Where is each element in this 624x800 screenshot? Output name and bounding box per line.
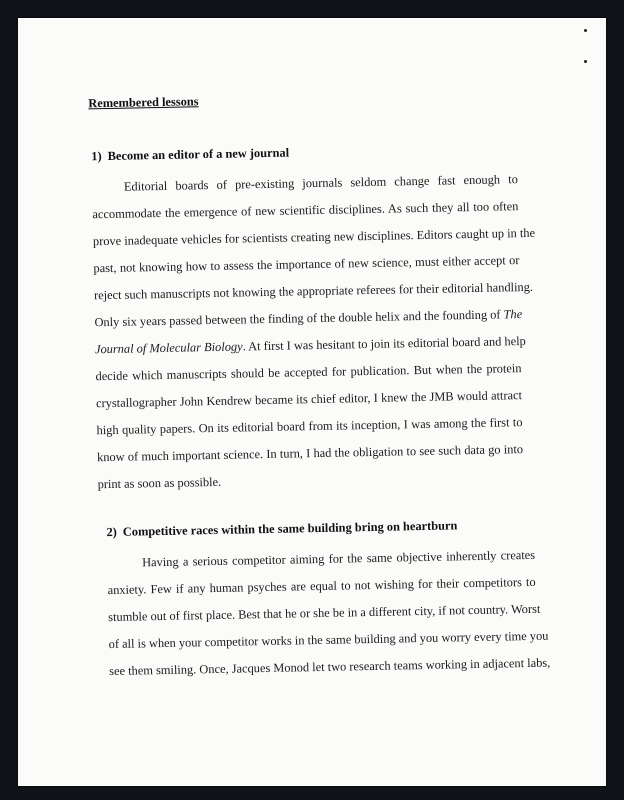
paragraph-line: print as soon as possible. bbox=[97, 474, 222, 492]
paragraph-line: past, not knowing how to assess the importance of new science, must either accept or bbox=[93, 253, 520, 276]
section-2-title bbox=[106, 518, 457, 540]
section-1-title-text: Become an editor of a new journal bbox=[107, 145, 290, 163]
paragraph-line: Having a serious competitor aiming for the same objective inherently creates bbox=[141, 547, 536, 570]
journal-name: Journal of Molecular Biology bbox=[94, 339, 243, 357]
paragraph-line: anxiety. Few if any human psyches are equal to not wishing for their competitors to bbox=[107, 574, 536, 598]
paragraph-line: high quality papers. On its editorial board from its inception, I was among the first to bbox=[96, 415, 523, 438]
paragraph-line: decide which manuscripts should be accepted for publication. But when the protein bbox=[95, 361, 522, 384]
document-page bbox=[18, 18, 606, 786]
paragraph-line: of all is when your competitor works in the same building and you worry every time you bbox=[108, 628, 549, 652]
section-1-number: 1) bbox=[91, 149, 102, 164]
journal-name-the: The bbox=[503, 307, 523, 322]
paragraph-line: know of much important science. In turn, I had the obligation to see such data go into bbox=[96, 442, 524, 465]
paragraph-text: . At first I was hesitant to join its editorial board and help bbox=[242, 334, 526, 354]
page-content bbox=[11, 13, 614, 792]
paragraph-line: crystallographer John Kendrew became its chief editor, I knew the JMB would attract bbox=[95, 388, 523, 411]
section-1-title bbox=[91, 146, 289, 165]
section-2-title-text: Competitive races within the same building bring on heartburn bbox=[122, 518, 458, 539]
paragraph-line: accommodate the emergence of new scientific disciplines. As such they all too often bbox=[92, 199, 519, 222]
paragraph-text: Only six years passed between the finding of the double helix and the founding of bbox=[94, 307, 501, 330]
section-2-number: 2) bbox=[106, 524, 117, 540]
paragraph-line: prove inadequate vehicles for scientists creating new disciplines. Editors caught up in the bbox=[92, 225, 536, 249]
paragraph-line bbox=[94, 333, 526, 357]
paragraph-line: stumble out of first place. Best that he or she be in a different city, if not country. Worst bbox=[108, 601, 541, 625]
paragraph-line: Editorial boards of pre-existing journals seldom change fast enough to bbox=[123, 172, 518, 194]
paragraph-line bbox=[94, 306, 523, 330]
paragraph-line: see them smiling. Once, Jacques Monod let two research teams working in adjacent labs, bbox=[109, 655, 551, 679]
paragraph-line: reject such manuscripts not knowing the appropriate referees for their editorial handling. bbox=[93, 279, 534, 303]
page-title: Remembered lessons bbox=[88, 94, 199, 111]
